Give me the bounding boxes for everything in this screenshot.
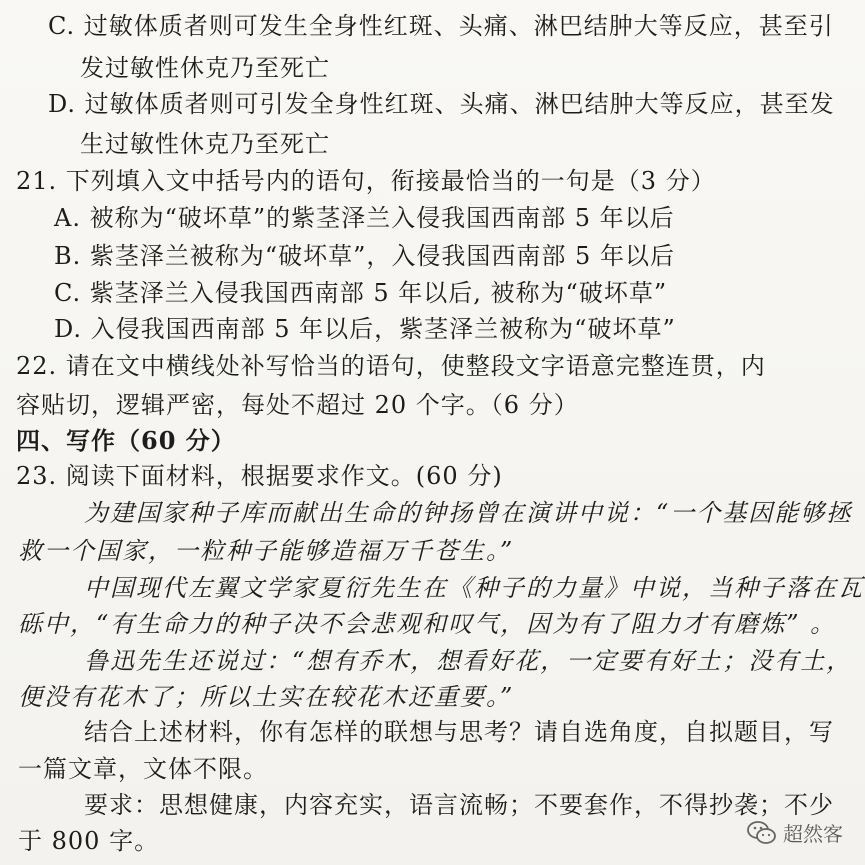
prompt-line-2: 一篇文章，文体不限。 <box>18 755 268 783</box>
material-2-line-1: 中国现代左翼文学家夏衍先生在《种子的力量》中说，当种子落在瓦 <box>84 574 864 602</box>
material-2-line-2: 砾中，“有生命力的种子决不会悲观和叹气，因为有了阻力才有磨炼” 。 <box>18 610 837 638</box>
material-1-line-2: 救一个国家，一粒种子能够造福万千苍生。” <box>18 537 515 565</box>
question-21: 21. 下列填入文中括号内的语句，衔接最恰当的一句是（3 分） <box>16 167 716 195</box>
option-c-line-2: 发过敏性休克乃至死亡 <box>80 54 330 82</box>
q21-option-a: A. 被称为“破坏草”的紫茎泽兰入侵我国西南部 5 年以后 <box>54 204 675 232</box>
q21-option-c: C. 紫茎泽兰入侵我国西南部 5 年以后, 被称为“破坏草” <box>54 279 668 307</box>
requirements-line-1: 要求：思想健康，内容充实，语言流畅；不要套作，不得抄袭；不少 <box>84 791 834 819</box>
question-22-line-2: 容贴切，逻辑严密，每处不超过 20 个字。（6 分） <box>16 391 579 419</box>
option-c-line-1: C. 过敏体质者则可发生全身性红斑、头痛、淋巴结肿大等反应，甚至引 <box>48 12 834 40</box>
material-3-line-1: 鲁迅先生还说过：“想有乔木，想看好花，一定要有好土；没有土， <box>84 647 853 675</box>
option-d-line-1: D. 过敏体质者则可引发全身性红斑、头痛、淋巴结肿大等反应，甚至发 <box>48 90 835 118</box>
q21-option-d: D. 入侵我国西南部 5 年以后，紫茎泽兰被称为“破坏草” <box>54 315 676 343</box>
wechat-icon <box>747 820 777 846</box>
question-22-line-1: 22. 请在文中横线处补写恰当的语句，使整段文字语意完整连贯，内 <box>16 352 766 380</box>
watermark <box>747 818 843 847</box>
material-3-line-2: 便没有花木了；所以土实在较花木还重要。” <box>18 683 515 711</box>
watermark-text: 超然客 <box>783 822 843 846</box>
requirements-line-2: 于 800 字。 <box>18 827 160 855</box>
option-d-line-2: 生过敏性休克乃至死亡 <box>80 130 330 158</box>
prompt-line-1: 结合上述材料，你有怎样的联想与思考？请自选角度，自拟题目，写 <box>84 718 834 746</box>
material-1-line-1: 为建国家种子库而献出生命的钟扬曾在演讲中说：“一个基因能够拯 <box>84 499 853 527</box>
q21-option-b: B. 紫茎泽兰被称为“破坏草”，入侵我国西南部 5 年以后 <box>54 242 675 270</box>
question-23: 23. 阅读下面材料，根据要求作文。(60 分) <box>16 462 503 490</box>
section-writing-heading: 四、写作（60 分） <box>16 426 236 455</box>
